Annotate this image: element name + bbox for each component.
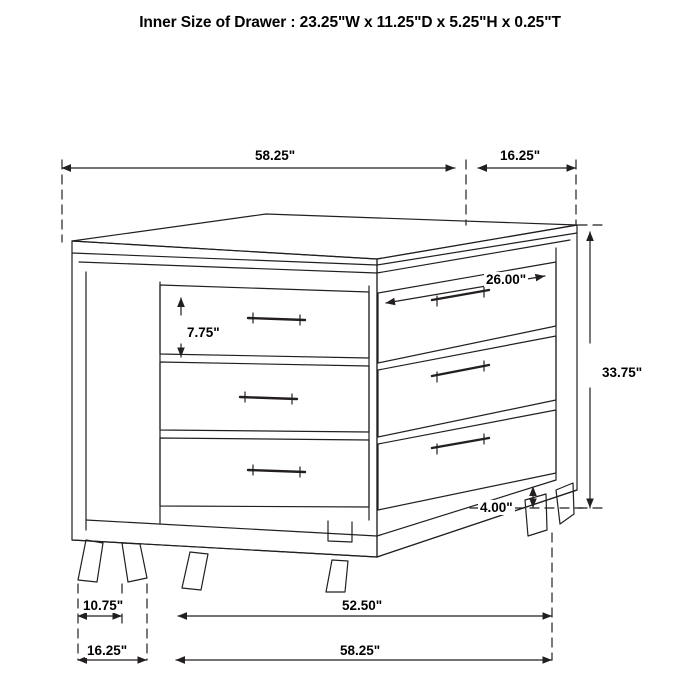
dresser-front-face [72,241,377,557]
label-leg-height: 4.00" [480,500,513,515]
leg-front-left [78,540,103,582]
label-drawer-inner-height: 7.75" [187,325,220,340]
handle-left-3 [248,470,305,472]
handle-right-1 [432,290,489,300]
drawer-front-left-1 [160,285,369,358]
drawer-front-right-3 [378,410,556,510]
top-band-line-right [377,240,570,273]
dresser-side-panel [377,225,577,557]
leg-front-mid-left [182,552,208,590]
handle-right-3 [432,438,489,448]
label-base-total-width: 58.25" [340,643,381,658]
leg-front-mid-right [326,560,348,592]
leg-right-rear [525,494,547,536]
leg-front-left-back [122,543,147,582]
center-support [328,521,352,542]
label-top-depth: 16.25" [500,148,541,163]
label-top-width: 58.25" [255,148,296,163]
drawer-front-right-2 [378,336,556,437]
leg-right-front [556,483,574,524]
page-title: Inner Size of Drawer : 23.25"W x 11.25"D x 5.25"H x 0.25"T [139,14,561,31]
label-overall-height: 33.75" [602,365,643,380]
handle-right-2 [432,365,489,376]
label-drawer-inner-width: 26.00" [486,272,527,287]
label-base-depth: 16.25" [87,643,128,658]
drawer-front-left-3 [160,438,369,507]
handle-left-1 [248,318,305,320]
handle-left-2 [240,397,297,399]
label-base-inner-width: 52.50" [342,598,383,613]
drawer-front-right-1 [378,262,556,363]
label-leg-splay: 10.75" [83,598,124,613]
